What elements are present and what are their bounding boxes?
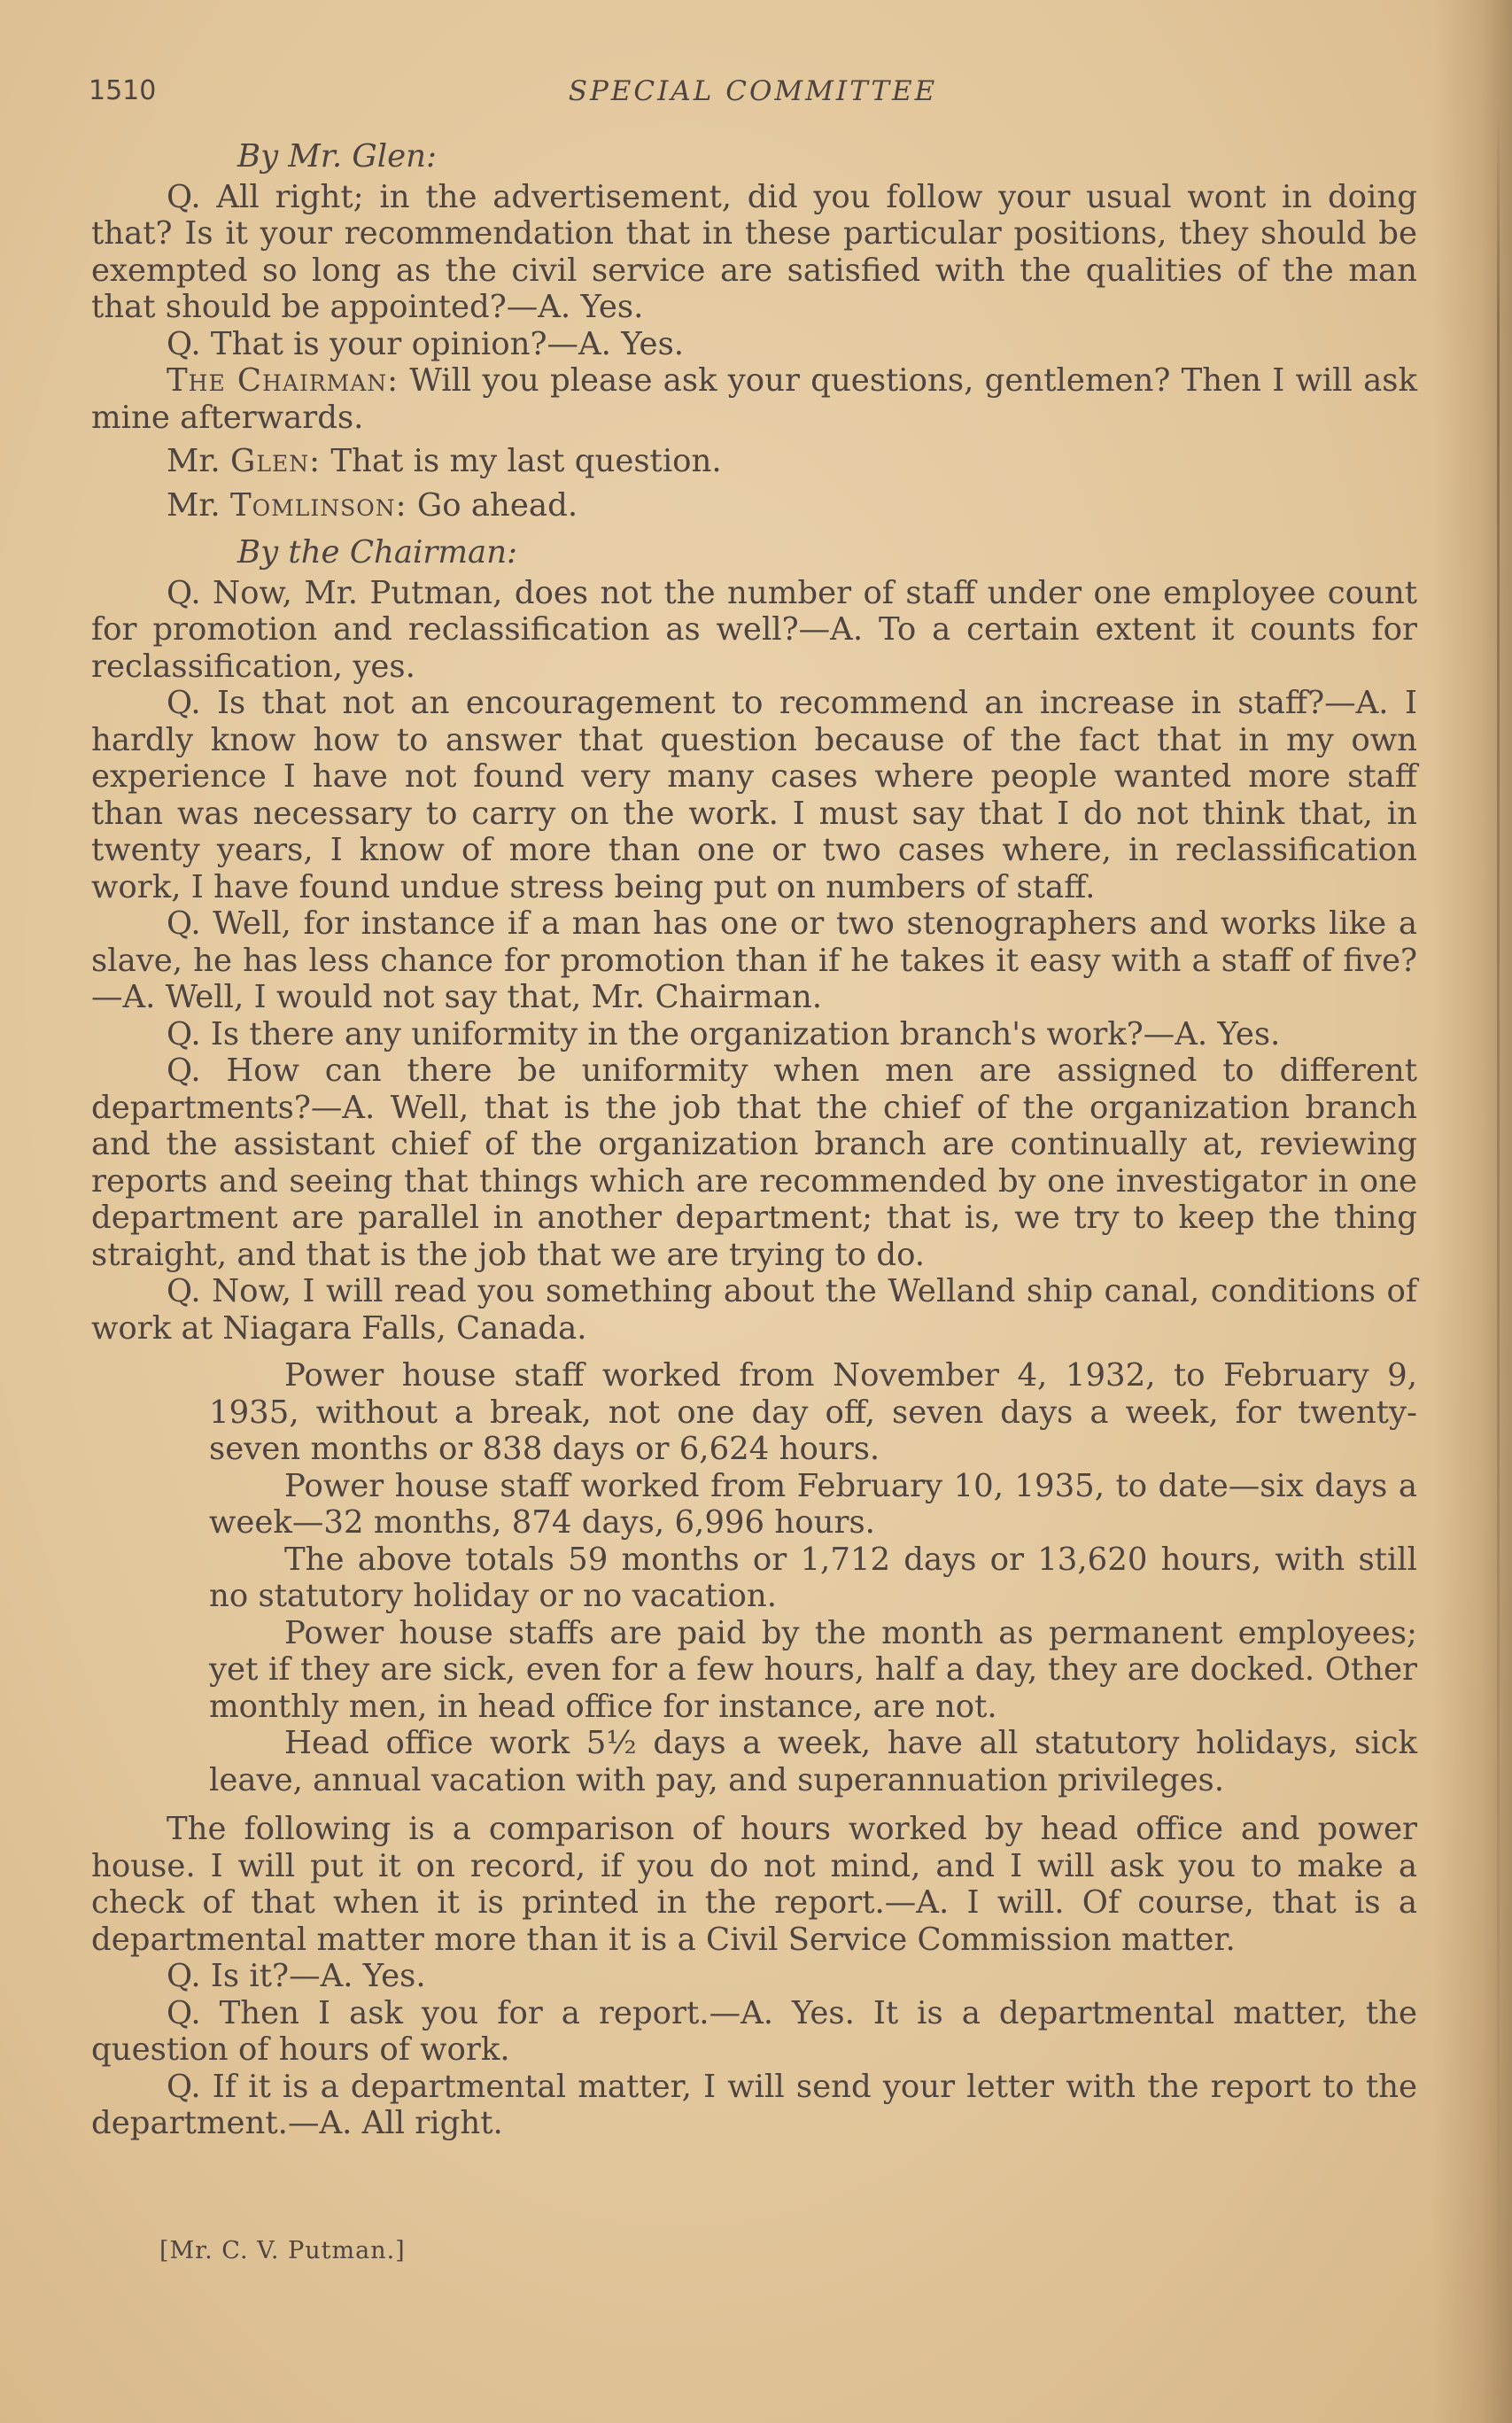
speech-text: Will you please ask your questions, gentlemen? Then I will ask mine afterwards. <box>91 362 1417 436</box>
paragraph: Q. Well, for instance if a man has one or two stenographers and works like a slave, he has less chance for promotion than if he takes it easy with a staff of five?—A. Well, I would not say that, Mr. Chairman. <box>91 905 1417 1015</box>
witness-footer: [Mr. C. V. Putman.] <box>159 2237 406 2264</box>
speaker-name: Tomlinson: <box>230 486 407 524</box>
speaker-paragraph <box>91 362 1417 436</box>
quote-paragraph: Power house staff worked from February 10, 1935, to date—six days a week—32 months, 874 days, 6,996 hours. <box>209 1467 1417 1541</box>
page-edge-binding <box>1497 106 1500 2321</box>
paragraph: Q. Is it?—A. Yes. <box>167 1958 426 1994</box>
speaker-paragraph <box>91 487 1417 524</box>
quote-paragraph: Power house staffs are paid by the month as permanent employees; yet if they are sick, even for a few hours, half a day, they are docked. Other monthly men, in head office for instance, are not. <box>209 1614 1417 1725</box>
speaker-prefix: Mr. <box>167 486 230 524</box>
speech-text: That is my last question. <box>321 443 722 479</box>
paragraph: Q. Now, I will read you something about the Welland ship canal, conditions of work at Niagara Falls, Canada. <box>91 1273 1417 1347</box>
page-edge-shadow <box>1432 0 1512 2423</box>
paragraph: Q. Now, Mr. Putman, does not the number of staff under one employee count for promotion and reclassification as well?—A. To a certain extent it counts for reclassification, yes. <box>91 574 1417 685</box>
page-header <box>89 69 1417 113</box>
speaker-name: Glen: <box>230 443 322 479</box>
paragraph: Q. All right; in the advertisement, did you follow your usual wont in doing that? Is it your recommendation that in these particular positions, they should be exempted so long as the civil service are satisfied with the qualities of the man that should be appointed?—A. Yes. <box>91 178 1417 325</box>
quote-paragraph: The above totals 59 months or 1,712 days or 13,620 hours, with still no statutory holiday or no vacation. <box>209 1541 1417 1614</box>
speech-text: Go ahead. <box>407 486 578 524</box>
paragraph: Q. If it is a departmental matter, I will send your letter with the report to the department.—A. All right. <box>91 2068 1417 2141</box>
speaker-prefix: Mr. <box>167 443 230 479</box>
document-body <box>91 135 1417 2142</box>
running-head: SPECIAL COMMITTEE <box>568 75 938 107</box>
paragraph: Q. Then I ask you for a report.—A. Yes. It is a departmental matter, the question of hours of work. <box>91 1994 1417 2068</box>
quote-paragraph: Head office work 5½ days a week, have all statutory holidays, sick leave, annual vacation with pay, and superannuation privileges. <box>209 1725 1417 1798</box>
paragraph: Q. How can there be uniformity when men are assigned to different departments?—A. Well, that is the job that the chief of the organization branch and the assistant chief of the organization branch are continually at, reviewing reports and seeing that things which are recommended by one investigator in one department are parallel in another department; that is, we try to keep the thing straight, and that is the job that we are trying to do. <box>91 1052 1417 1273</box>
speaker-paragraph <box>91 443 1417 480</box>
quote-paragraph: Power house staff worked from November 4, 1932, to February 9, 1935, without a break, not one day off, seven days a week, for twenty-seven months or 838 days or 6,624 hours. <box>209 1357 1417 1467</box>
paragraph: Q. That is your opinion?—A. Yes. <box>167 325 685 362</box>
section-heading: By the Chairman: <box>237 534 518 571</box>
paragraph: Q. Is that not an encouragement to recommend an increase in staff?—A. I hardly know how to answer that question because of the fact that in my own experience I have not found very many cases where people wanted more staff than was necessary to carry on the work. I must say that I do not think that, in twenty years, I know of more than one or two cases where, in reclassification work, I have found undue stress being put on numbers of staff. <box>91 685 1417 905</box>
page-number: 1510 <box>89 75 157 106</box>
section-heading: By Mr. Glen: <box>237 138 437 175</box>
paragraph: Q. Is there any uniformity in the organization branch's work?—A. Yes. <box>167 1015 1281 1052</box>
speaker-name: The Chairman: <box>167 362 399 399</box>
block-quote <box>209 1357 1417 1798</box>
paragraph: The following is a comparison of hours worked by head office and power house. I will put it on record, if you do not mind, and I will ask you to make a check of that when it is printed in the report.—A. I will. Of course, that is a departmental matter more than it is a Civil Service Commission matter. <box>91 1811 1417 1958</box>
